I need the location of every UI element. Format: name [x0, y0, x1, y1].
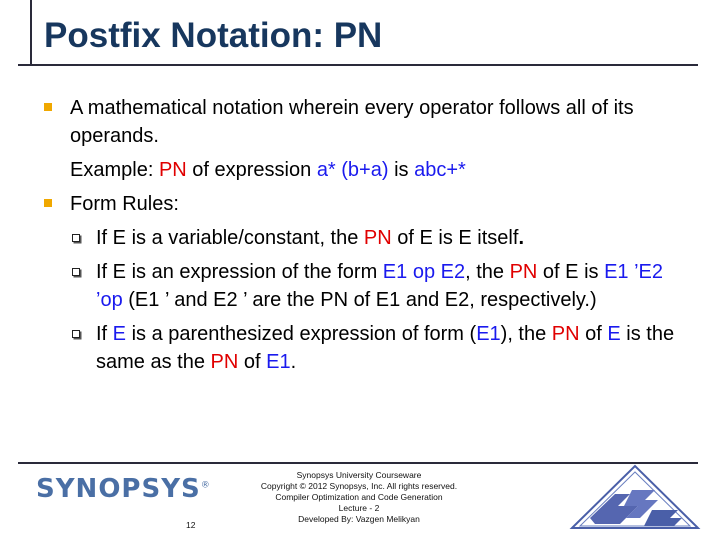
rule3-pn-2: PN — [210, 351, 239, 373]
example-expression: a* (b+a) — [316, 159, 389, 181]
hollow-square-bullet-icon — [72, 330, 80, 338]
rule1-dot: . — [518, 227, 524, 249]
rule3-text-d: of — [579, 323, 608, 345]
rule3-e: E — [112, 323, 127, 345]
hollow-square-bullet-icon — [72, 268, 80, 276]
title-vertical-rule — [30, 0, 32, 64]
rule3-pn: PN — [551, 323, 580, 345]
rule3-text-g: . — [290, 351, 297, 373]
rule3-text-b: is a parenthesized expression of form ( — [126, 323, 477, 345]
rule2-text-c: of E is — [537, 261, 605, 283]
rule3-text-a: If — [96, 323, 113, 345]
footer-credits — [234, 470, 484, 525]
example-prefix: Example: — [70, 159, 159, 181]
form-rules-text: Form Rules: — [70, 193, 179, 215]
bullet-definition — [44, 94, 694, 150]
title-horizontal-rule — [18, 64, 698, 66]
rule2-e1-op-e2: E1 op E2 — [382, 261, 466, 283]
rule3-text-e: is the same as the — [96, 323, 675, 373]
footer-line-1: Synopsys University Courseware — [296, 470, 422, 480]
example-pn: PN — [158, 159, 187, 181]
rule3-e-2: E — [607, 323, 621, 345]
bullet-form-rules — [44, 190, 694, 218]
footer-line-2: Copyright © 2012 Synopsys, Inc. All rights reserved. — [260, 481, 458, 491]
square-bullet-icon — [44, 103, 52, 111]
rule2-text-b: , the — [465, 261, 510, 283]
rule1-text-a: If E is a variable/constant, the — [96, 227, 364, 249]
rule3-e1: E1 — [476, 323, 501, 345]
square-bullet-icon — [44, 199, 52, 207]
rule2-postfix: E1 ’E2 ’op — [96, 261, 664, 311]
logo-registered-mark: ® — [200, 480, 211, 491]
rule2-text-a: If E is an expression of the form — [96, 261, 383, 283]
logo-text: SYNOPSYS — [36, 474, 201, 504]
definition-text: A mathematical notation wherein every operator follows all of its operands. — [70, 97, 634, 147]
example-is: is — [388, 159, 415, 181]
rule1-text-b: of E is E itself — [391, 227, 519, 249]
example-line — [44, 156, 694, 184]
rule2-pn: PN — [509, 261, 538, 283]
rule2-text-d: (E1 ’ and E2 ’ are the PN of E1 and E2, respectively.) — [122, 289, 597, 311]
footer-line-5: Developed By: Vazgen Melikyan — [298, 514, 420, 524]
footer-line-4: Lecture - 2 — [338, 503, 380, 513]
hollow-square-bullet-icon — [72, 234, 80, 242]
footer-line-3: Compiler Optimization and Code Generation — [275, 492, 443, 502]
synopsys-logo — [36, 474, 211, 504]
rule1-pn: PN — [363, 227, 392, 249]
page-number: 12 — [186, 520, 196, 530]
university-emblem-icon — [560, 462, 710, 534]
rule-parenthesized — [44, 320, 694, 376]
rule3-text-f: of — [238, 351, 267, 373]
rule3-text-c: ), the — [500, 323, 552, 345]
rule-variable — [44, 224, 694, 252]
slide-body — [44, 94, 694, 382]
example-result: abc+* — [414, 159, 466, 181]
example-of-expression: of expression — [186, 159, 317, 181]
rule3-e1-2: E1 — [266, 351, 291, 373]
rule-expression — [44, 258, 694, 314]
slide-title: Postfix Notation: PN — [44, 16, 383, 55]
